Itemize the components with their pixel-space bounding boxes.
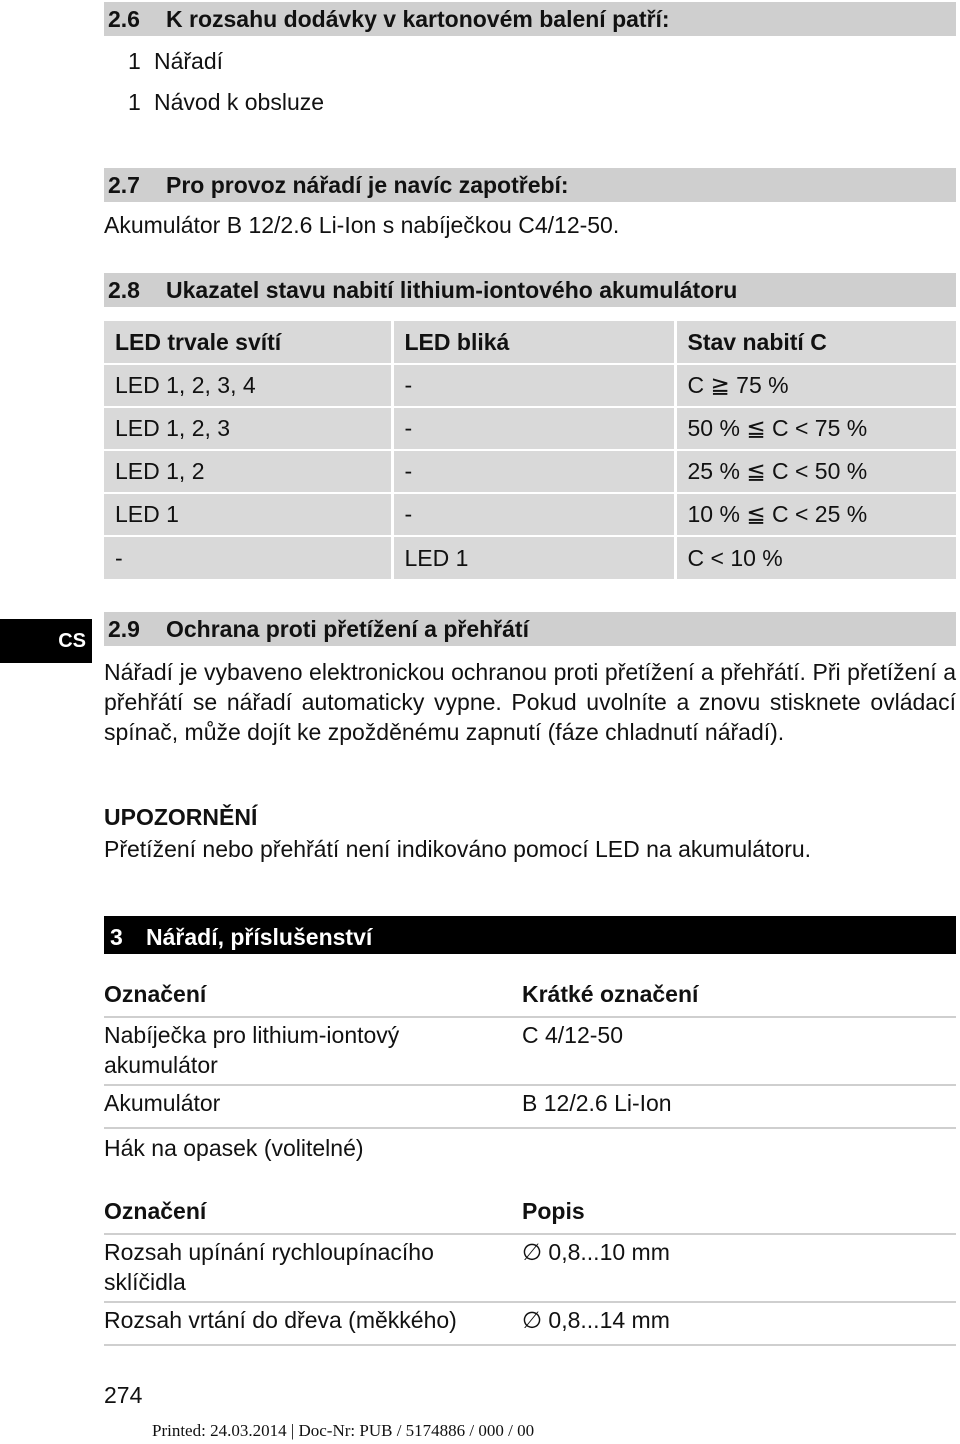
table-row [104,450,956,493]
section-number: 3 [110,924,123,950]
section-title: Pro provoz nářadí je navíc zapotřebí: [166,172,569,198]
header-cell: Označení [104,1198,207,1224]
section-number: 2.7 [108,172,140,198]
section-title: Nářadí, příslušenství [146,924,373,950]
table-cell: - [392,407,675,450]
table-cell: C 4/12-50 [522,1022,624,1048]
table-cell: 25 % ≦ C < 50 % [675,450,956,493]
table-cell: Rozsah upínání rychloupínacího sklíčidla [104,1239,434,1295]
notice-text: Přetížení nebo přehřátí není indikováno pomocí LED na akumulátoru. [104,836,812,862]
table-header-row [104,975,956,1018]
list-item [128,89,324,116]
table-cell: ∅ 0,8...10 mm [522,1239,670,1265]
section-3-heading [104,916,956,954]
table-row [104,1129,956,1173]
list-item [128,48,223,75]
header-cell: LED bliká [392,321,675,364]
table-cell: C < 10 % [675,536,956,579]
item-label: Návod k obsluze [154,89,325,115]
table-cell: 50 % ≦ C < 75 % [675,407,956,450]
table-cell: LED 1, 2, 3 [104,407,392,450]
tools-table [104,975,956,1173]
section-title: K rozsahu dodávky v kartonovém balení patří: [166,6,670,32]
table-cell: - [392,450,675,493]
battery-status-table [104,321,956,579]
section-title: Ukazatel stavu nabití lithium-iontového akumulátoru [166,277,738,303]
table-header-row [104,1192,956,1235]
language-tab: CS [0,619,92,663]
section-number: 2.6 [108,6,140,32]
table-cell: LED 1, 2, 3, 4 [104,364,392,407]
table-cell: C ≧ 75 % [675,364,956,407]
table-cell: Hák na opasek (volitelné) [104,1135,364,1161]
item-quantity: 1 [128,89,141,115]
section-2-7-heading [104,168,956,202]
section-2-9-heading [104,612,956,646]
header-cell: Popis [522,1198,585,1224]
table-cell: - [392,364,675,407]
table-row [104,407,956,450]
section-2-9-text: Nářadí je vybaveno elektronickou ochranou proti přetížení a přehřátí. Při přetížení a přehřátí se nářadí automaticky vypne. Pokud uvolníte a znovu stisknete ovládací spínač, může dojít ke zpožděnému zapnutí (fáze chladnutí nářadí). [104,659,956,745]
table-cell: - [392,493,675,536]
page-number: 274 [104,1382,143,1408]
accessories-table [104,1192,956,1346]
section-2-6-heading [104,2,956,36]
header-cell: Označení [104,981,207,1007]
table-cell: LED 1 [392,536,675,579]
table-cell: LED 1 [104,493,392,536]
header-cell: Krátké označení [522,981,699,1007]
table-cell: Rozsah vrtání do dřeva (měkkého) [104,1307,457,1333]
item-quantity: 1 [128,48,141,74]
table-row [104,1018,956,1086]
table-row [104,1235,956,1303]
table-cell: - [104,536,392,579]
notice-title: UPOZORNĚNÍ [104,804,258,830]
table-cell: B 12/2.6 Li-Ion [522,1090,672,1116]
item-label: Nářadí [154,48,224,74]
section-number: 2.9 [108,616,140,642]
table-cell: Akumulátor [104,1090,221,1116]
table-cell: Nabíječka pro lithium-iontový akumulátor [104,1022,400,1078]
table-header-row [104,321,956,364]
table-row [104,536,956,579]
table-row [104,1086,956,1129]
print-footer: Printed: 24.03.2014 | Doc-Nr: PUB / 5174886 / 000 / 00 [152,1421,535,1440]
section-2-7-text: Akumulátor B 12/2.6 Li-Ion s nabíječkou C4/12-50. [104,212,620,238]
table-row [104,364,956,407]
table-row [104,493,956,536]
table-cell: LED 1, 2 [104,450,392,493]
section-title: Ochrana proti přetížení a přehřátí [166,616,529,642]
section-2-8-heading [104,273,956,307]
table-cell: 10 % ≦ C < 25 % [675,493,956,536]
section-number: 2.8 [108,277,140,303]
header-cell: Stav nabití C [675,321,956,364]
table-row [104,1303,956,1346]
table-cell: ∅ 0,8...14 mm [522,1307,670,1333]
header-cell: LED trvale svítí [104,321,392,364]
